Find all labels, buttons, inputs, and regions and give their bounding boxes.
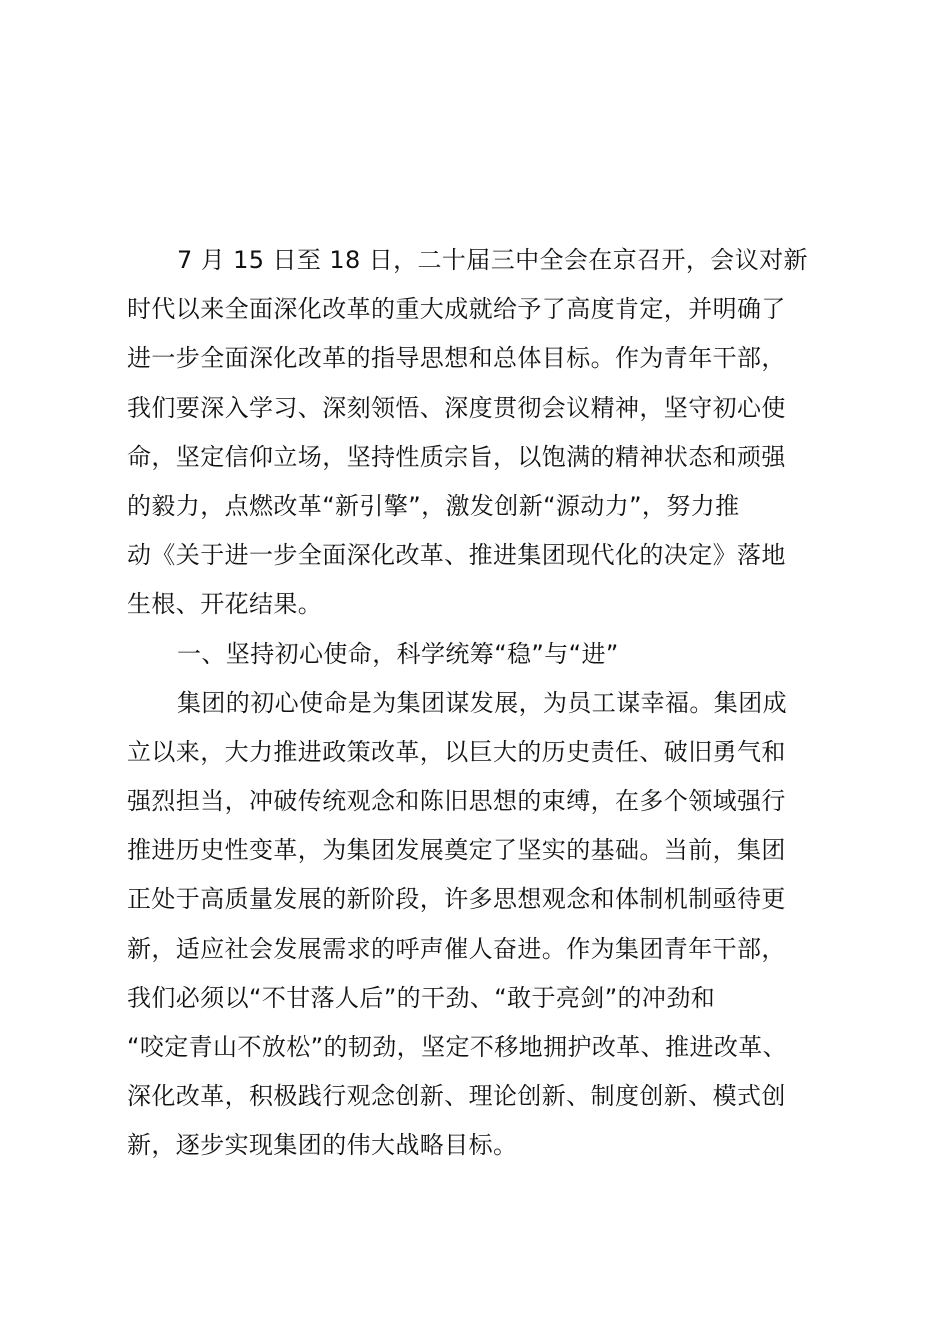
paragraph-line: 推进历史性变革，为集团发展奠定了坚实的基础。当前，集团 — [127, 836, 786, 865]
paragraph-intro — [127, 236, 833, 630]
paragraph-line: 动《关于进一步全面深化改革、推进集团现代化的决定》落地 — [127, 541, 786, 570]
paragraph-line: 集团的初心使命是为集团谋发展，为员工谋幸福。集团成 — [177, 688, 787, 717]
paragraph-line: 立以来，大力推进政策改革，以巨大的历史责任、破旧勇气和 — [127, 737, 786, 766]
paragraph-line: 我们要深入学习、深刻领悟、深度贯彻会议精神，坚守初心使 — [127, 393, 786, 422]
document-body — [127, 236, 833, 1171]
paragraph-line: 时代以来全面深化改革的重大成就给予了高度肯定，并明确了 — [127, 295, 786, 324]
paragraph-line: 新，逐步实现集团的伟大战略目标。 — [127, 1131, 518, 1160]
paragraph-section-one — [127, 679, 833, 1171]
paragraph-line: 命，坚定信仰立场，坚持性质宗旨，以饱满的精神状态和顽强 — [127, 442, 786, 471]
paragraph-line: “咬定青山不放松”的韧劲，坚定不移地拥护改革、推进改革、 — [127, 1033, 788, 1061]
paragraph-line: 7 月 15 日至 18 日，二十届三中全会在京召开，会议对新 — [177, 246, 808, 274]
paragraph-line: 新，适应社会发展需求的呼声催人奋进。作为集团青年干部， — [127, 934, 786, 963]
paragraph-line: 生根、开花结果。 — [127, 590, 323, 619]
paragraph-line: 深化改革，积极践行观念创新、理论创新、制度创新、模式创 — [127, 1082, 786, 1111]
paragraph-line: 进一步全面深化改革的指导思想和总体目标。作为青年干部， — [127, 344, 786, 373]
paragraph-line: 我们必须以“不甘落人后”的干劲、“敢于亮剑”的冲劲和 — [127, 983, 716, 1012]
paragraph-line: 正处于高质量发展的新阶段，许多思想观念和体制机制亟待更 — [127, 885, 786, 914]
paragraph-line: 的毅力，点燃改革“新引擎”，激发创新“源动力”，努力推 — [127, 491, 740, 520]
paragraph-line: 强烈担当，冲破传统观念和陈旧思想的束缚，在多个领域强行 — [127, 787, 786, 816]
section-heading: 一、坚持初心使命，科学统筹“稳”与“进” — [177, 639, 619, 668]
